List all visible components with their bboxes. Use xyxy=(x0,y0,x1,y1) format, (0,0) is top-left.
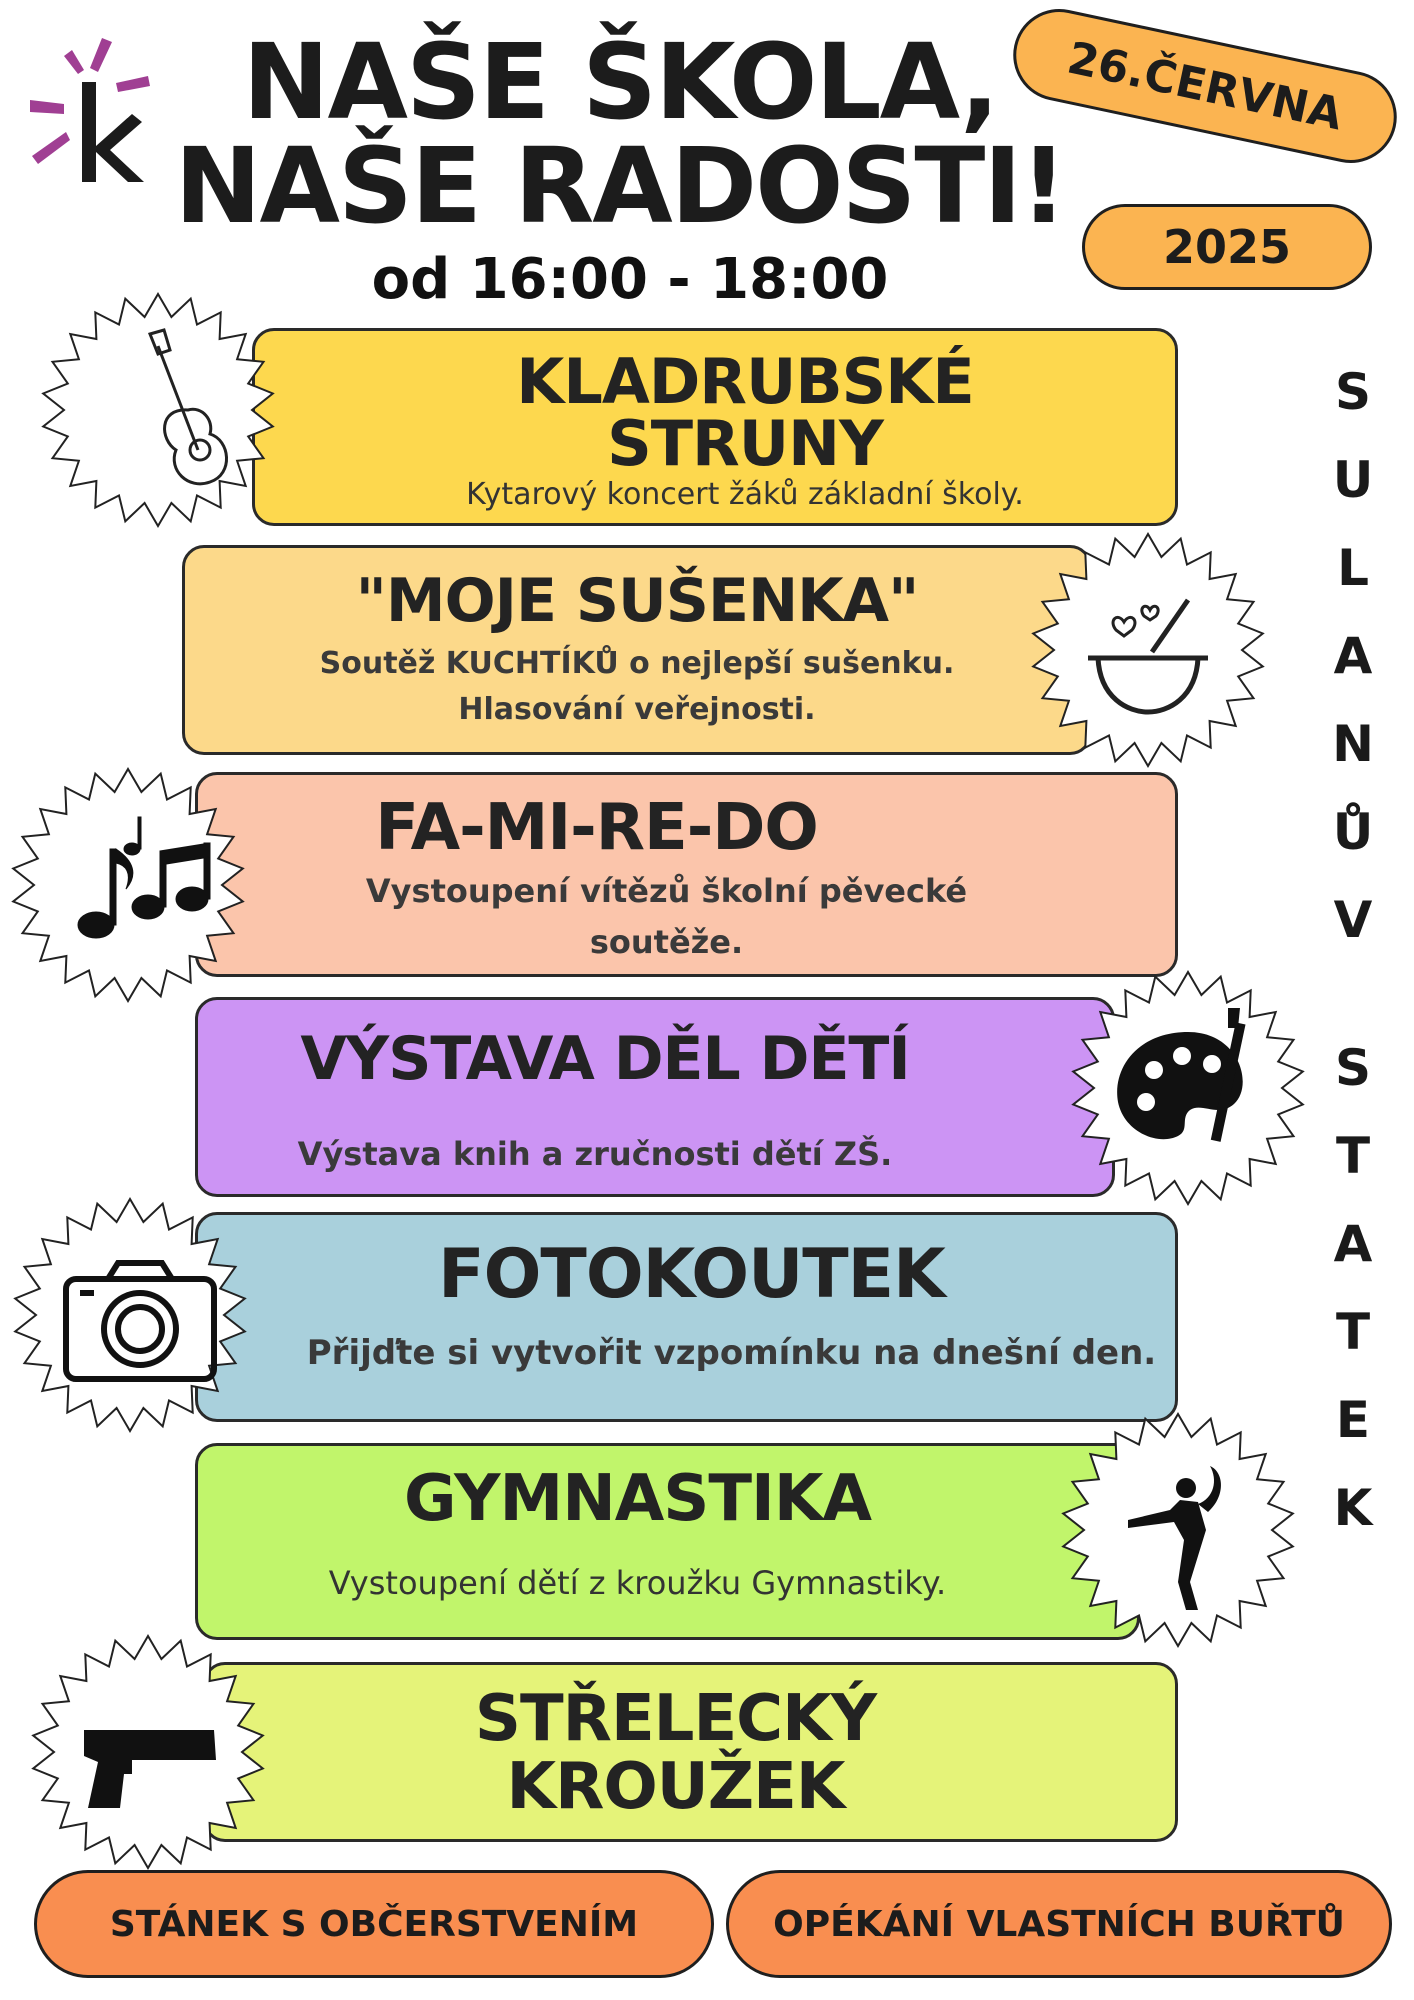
refreshment-stand-text: STÁNEK S OBČERSTVENÍM xyxy=(109,1903,639,1945)
venue-letter: A xyxy=(1333,1215,1373,1273)
mixing-bowl-icon-badge xyxy=(1028,530,1268,770)
venue-letter: T xyxy=(1335,1127,1371,1185)
activity-title: KLADRUBSKÉ xyxy=(516,345,974,418)
venue-letter: Ů xyxy=(1332,803,1374,861)
year-text: 2025 xyxy=(1162,220,1292,274)
activity-description: Kytarový koncert žáků základní školy. xyxy=(466,477,1024,512)
activity-description: soutěže. xyxy=(589,923,744,961)
venue-letter: A xyxy=(1333,627,1373,685)
activity-card-art-exhibition xyxy=(195,997,1115,1197)
venue-letter: S xyxy=(1334,1039,1371,1097)
paint-palette-icon-badge xyxy=(1068,968,1308,1208)
activity-card-photo-corner xyxy=(195,1212,1178,1422)
venue-letter: E xyxy=(1335,1391,1371,1449)
activity-title: VÝSTAVA DĚL DĚTÍ xyxy=(300,1024,910,1094)
gymnast-icon-badge xyxy=(1058,1410,1298,1650)
activity-description: Vystoupení vítězů školní pěvecké xyxy=(365,872,968,910)
activity-card-shooting-club xyxy=(203,1662,1178,1842)
guitar-icon-badge xyxy=(38,290,278,530)
activity-title: FOTOKOUTEK xyxy=(438,1235,945,1314)
activity-description: Vystoupení dětí z kroužku Gymnastiky. xyxy=(328,1564,947,1602)
activity-title: STRUNY xyxy=(607,407,883,480)
refreshment-stand-badge xyxy=(34,1870,714,1978)
venue-letter: N xyxy=(1332,715,1374,773)
venue-letter: S xyxy=(1334,363,1371,421)
activity-title: "MOJE SUŠENKA" xyxy=(355,566,919,636)
activity-description: Výstava knih a zručnosti dětí ZŠ. xyxy=(297,1135,893,1173)
title-line-2: NAŠE RADOSTI! xyxy=(174,125,1066,247)
activity-card-cookie-contest xyxy=(182,545,1092,755)
event-time: od 16:00 - 18:00 xyxy=(371,247,889,312)
venue-vertical-text xyxy=(1318,348,1388,1552)
activity-card-guitar-concert xyxy=(252,328,1178,526)
venue-letter: L xyxy=(1337,539,1369,597)
activity-description: Přijďte si vytvořit vzpomínku na dnešní den. xyxy=(306,1333,1157,1373)
year-badge xyxy=(1082,204,1372,290)
sausage-roasting-text: OPÉKÁNÍ VLASTNÍCH BUŘTŮ xyxy=(773,1903,1345,1945)
title-line-1: NAŠE ŠKOLA, xyxy=(242,21,998,143)
venue-letter: V xyxy=(1333,891,1373,949)
date-text: 26.ČERVNA xyxy=(1063,32,1347,140)
camera-icon-badge xyxy=(10,1195,250,1435)
activity-title: STŘELECKÝ xyxy=(474,1682,877,1756)
activity-description: Hlasování veřejnosti. xyxy=(458,692,816,727)
music-notes-icon-badge xyxy=(8,765,248,1005)
activity-description: Soutěž KUCHTÍKŮ o nejlepší sušenku. xyxy=(319,646,955,681)
pistol-icon-badge xyxy=(28,1632,268,1872)
activity-title: GYMNASTIKA xyxy=(404,1462,871,1536)
school-logo xyxy=(20,28,160,198)
activity-card-gymnastics xyxy=(195,1443,1140,1640)
venue-letter: U xyxy=(1332,451,1374,509)
venue-gap xyxy=(1318,964,1388,1024)
activity-card-singing xyxy=(195,772,1178,977)
venue-letter: K xyxy=(1333,1479,1373,1537)
venue-letter: T xyxy=(1335,1303,1371,1361)
sausage-roasting-badge xyxy=(726,1870,1392,1978)
activity-title: FA-MI-RE-DO xyxy=(375,791,818,865)
activity-title: KROUŽEK xyxy=(506,1750,845,1824)
event-title xyxy=(160,21,1080,247)
